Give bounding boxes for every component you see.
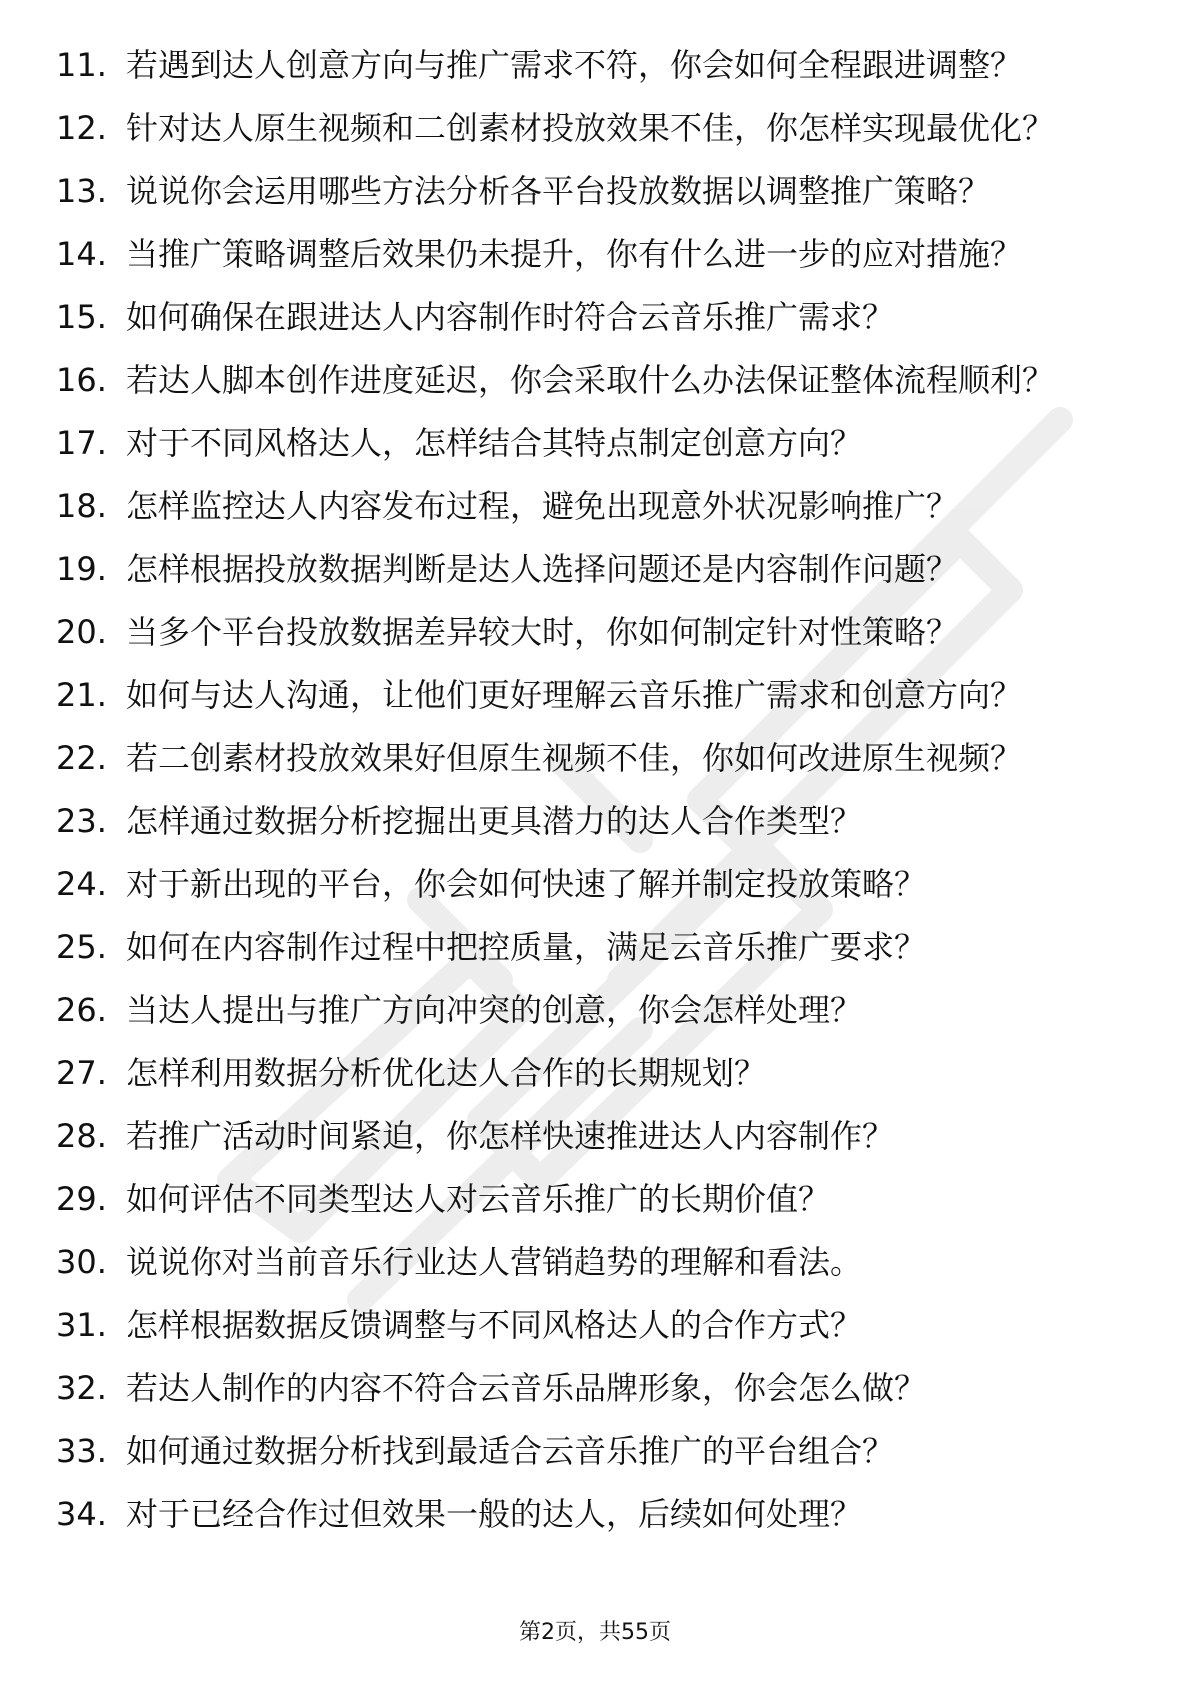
question-item	[0, 172, 1190, 210]
question-number: 34.	[56, 1495, 107, 1533]
question-text: 若达人脚本创作进度延迟，你会采取什么办法保证整体流程顺利？	[126, 361, 1055, 399]
question-item	[0, 802, 1190, 840]
question-text: 如何确保在跟进达人内容制作时符合云音乐推广需求？	[126, 298, 895, 336]
question-item	[0, 1432, 1190, 1470]
question-number: 24.	[56, 865, 107, 903]
question-item	[0, 1054, 1190, 1092]
question-number: 28.	[56, 1117, 107, 1155]
question-text: 如何与达人沟通，让他们更好理解云音乐推广需求和创意方向？	[126, 676, 1023, 714]
page-footer: 第2页，共55页	[519, 1620, 671, 1645]
question-text: 针对达人原生视频和二创素材投放效果不佳，你怎样实现最优化？	[126, 109, 1055, 147]
question-number: 12.	[56, 109, 107, 147]
question-text: 若达人制作的内容不符合云音乐品牌形象，你会怎么做？	[126, 1369, 927, 1407]
question-number: 13.	[56, 172, 107, 210]
question-text: 当推广策略调整后效果仍未提升，你有什么进一步的应对措施？	[126, 235, 1023, 273]
question-list	[0, 46, 1190, 1558]
question-text: 若遇到达人创意方向与推广需求不符，你会如何全程跟进调整？	[126, 46, 1023, 84]
question-number: 32.	[56, 1369, 107, 1407]
question-item	[0, 46, 1190, 84]
question-number: 29.	[56, 1180, 107, 1218]
question-text: 若二创素材投放效果好但原生视频不佳，你如何改进原生视频？	[126, 739, 1023, 777]
question-number: 19.	[56, 550, 107, 588]
question-number: 31.	[56, 1306, 107, 1344]
question-text: 当多个平台投放数据差异较大时，你如何制定针对性策略？	[126, 613, 959, 651]
question-text: 说说你会运用哪些方法分析各平台投放数据以调整推广策略？	[126, 172, 991, 210]
question-item	[0, 1180, 1190, 1218]
question-text: 怎样通过数据分析挖掘出更具潜力的达人合作类型？	[126, 802, 863, 840]
question-text: 怎样根据数据反馈调整与不同风格达人的合作方式？	[126, 1306, 863, 1344]
question-number: 17.	[56, 424, 107, 462]
question-number: 26.	[56, 991, 107, 1029]
question-number: 16.	[56, 361, 107, 399]
question-item	[0, 1495, 1190, 1533]
question-text: 对于不同风格达人，怎样结合其特点制定创意方向？	[126, 424, 863, 462]
question-item	[0, 991, 1190, 1029]
question-text: 怎样根据投放数据判断是达人选择问题还是内容制作问题？	[126, 550, 959, 588]
question-number: 18.	[56, 487, 107, 525]
question-item	[0, 928, 1190, 966]
question-item	[0, 676, 1190, 714]
question-item	[0, 1306, 1190, 1344]
question-number: 27.	[56, 1054, 107, 1092]
question-text: 当达人提出与推广方向冲突的创意，你会怎样处理？	[126, 991, 863, 1029]
question-item	[0, 487, 1190, 525]
question-number: 30.	[56, 1243, 107, 1281]
question-number: 20.	[56, 613, 107, 651]
question-text: 对于新出现的平台，你会如何快速了解并制定投放策略？	[126, 865, 927, 903]
question-item	[0, 739, 1190, 777]
question-text: 如何在内容制作过程中把控质量，满足云音乐推广要求？	[126, 928, 927, 966]
question-number: 21.	[56, 676, 107, 714]
question-number: 25.	[56, 928, 107, 966]
question-item	[0, 298, 1190, 336]
question-number: 22.	[56, 739, 107, 777]
question-number: 15.	[56, 298, 107, 336]
question-item	[0, 1243, 1190, 1281]
question-text: 如何通过数据分析找到最适合云音乐推广的平台组合？	[126, 1432, 895, 1470]
question-text: 怎样利用数据分析优化达人合作的长期规划？	[126, 1054, 767, 1092]
question-number: 33.	[56, 1432, 107, 1470]
question-text: 说说你对当前音乐行业达人营销趋势的理解和看法。	[126, 1243, 863, 1281]
question-number: 23.	[56, 802, 107, 840]
question-item	[0, 613, 1190, 651]
question-number: 11.	[56, 46, 107, 84]
question-item	[0, 865, 1190, 903]
question-item	[0, 235, 1190, 273]
question-item	[0, 550, 1190, 588]
question-text: 若推广活动时间紧迫，你怎样快速推进达人内容制作？	[126, 1117, 895, 1155]
question-text: 怎样监控达人内容发布过程，避免出现意外状况影响推广？	[126, 487, 959, 525]
question-text: 对于已经合作过但效果一般的达人，后续如何处理？	[126, 1495, 863, 1533]
question-text: 如何评估不同类型达人对云音乐推广的长期价值？	[126, 1180, 831, 1218]
question-item	[0, 1369, 1190, 1407]
question-item	[0, 1117, 1190, 1155]
question-item	[0, 361, 1190, 399]
question-item	[0, 424, 1190, 462]
question-item	[0, 109, 1190, 147]
question-number: 14.	[56, 235, 107, 273]
